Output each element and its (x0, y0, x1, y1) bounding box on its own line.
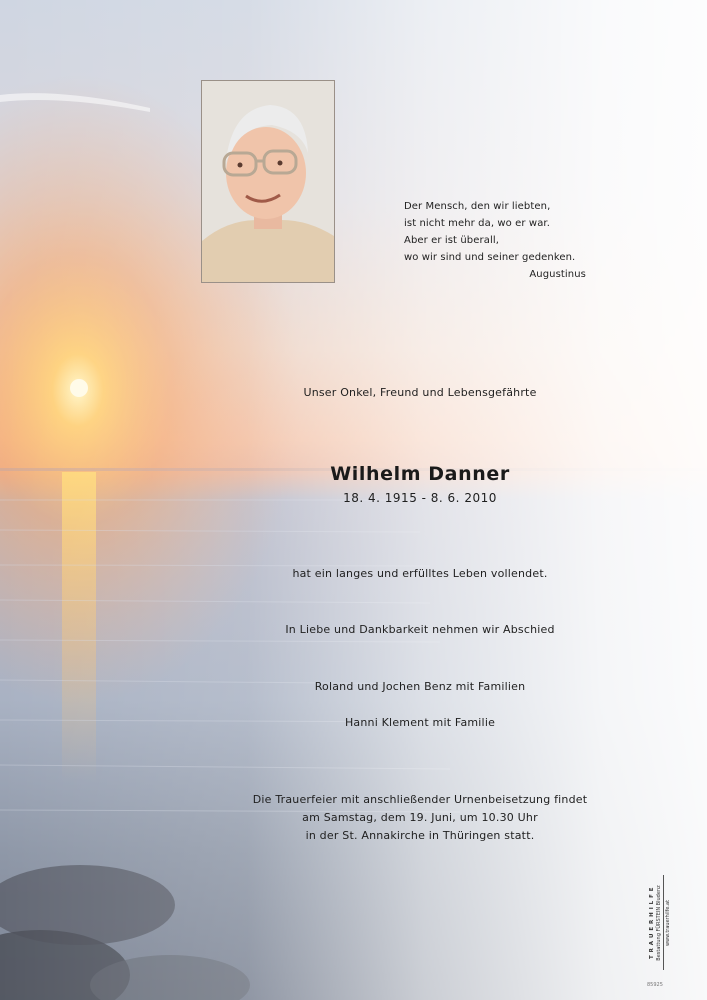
service-line: am Samstag, dem 19. Juni, um 10.30 Uhr (302, 811, 538, 824)
quote-line: ist nicht mehr da, wo er war. (404, 218, 550, 229)
memorial-quote (404, 198, 594, 283)
portrait-image (202, 81, 334, 282)
print-code: 85925 (647, 982, 663, 988)
life-statement: hat ein langes und erfülltes Leben vollendet. (292, 567, 548, 580)
quote-line: Der Mensch, den wir liebten, (404, 201, 551, 212)
intro-text: Unser Onkel, Freund und Lebensgefährte (303, 386, 537, 399)
service-line: in der St. Annakirche in Thüringen statt. (305, 829, 535, 842)
service-line: Die Trauerfeier mit anschließender Urnenbeisetzung findet (252, 793, 588, 806)
imprint-website: www.trauerhilfe.at (665, 899, 671, 947)
life-dates: 18. 4. 1915 - 8. 6. 2010 (343, 491, 497, 505)
mourner-line: Roland und Jochen Benz mit Familien (314, 680, 526, 693)
quote-line: wo wir sind und seiner gedenken. (404, 252, 576, 263)
deceased-name: Wilhelm Danner (330, 463, 510, 485)
portrait-photo (201, 80, 335, 283)
imprint-brand: T R A U E R H I L F E (649, 886, 655, 960)
imprint-company: Bestattung FÜRSTEIN Bludenz (656, 885, 662, 961)
farewell-text: In Liebe und Dankbarkeit nehmen wir Abschied (285, 623, 555, 636)
imprint-block (640, 872, 680, 978)
mourner-line: Hanni Klement mit Familie (344, 716, 496, 729)
quote-line: Aber er ist überall, (404, 235, 499, 246)
quote-author: Augustinus (529, 269, 586, 280)
